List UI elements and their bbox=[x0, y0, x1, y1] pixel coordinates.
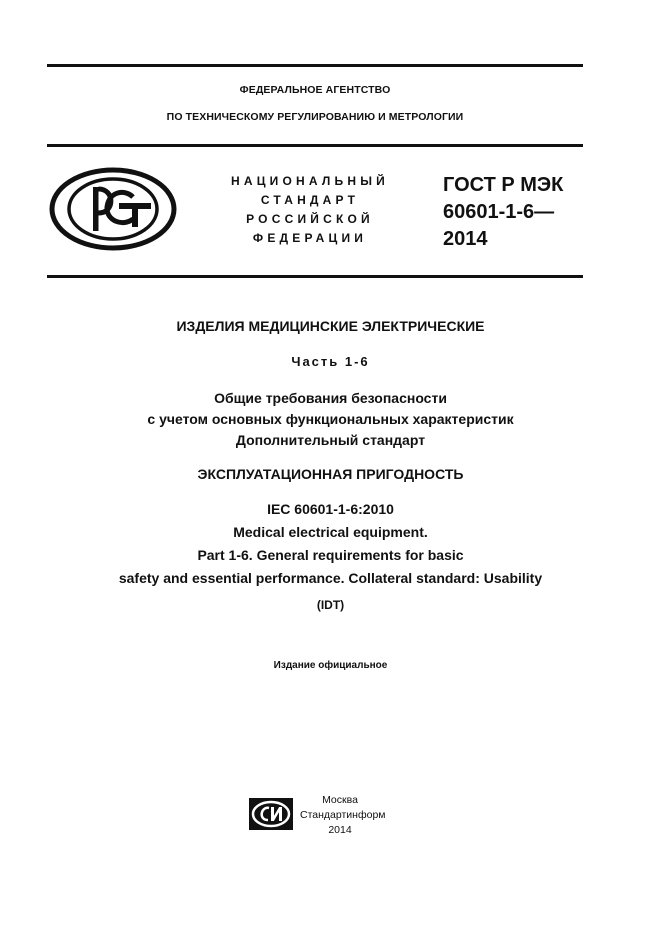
designation-line: ГОСТ Р МЭК bbox=[443, 174, 564, 196]
publisher-name: Стандартинформ bbox=[300, 809, 386, 821]
subtitle-block bbox=[0, 388, 661, 451]
topic-title: ЭКСПЛУАТАЦИОННАЯ ПРИГОДНОСТЬ bbox=[197, 466, 464, 482]
title-rule bbox=[47, 275, 583, 278]
publisher-city: Москва bbox=[322, 794, 358, 806]
subtitle-line: с учетом основных функциональных характеристик bbox=[147, 411, 514, 427]
edition-label: Издание официальное bbox=[273, 660, 388, 671]
iec-line: Medical electrical equipment. bbox=[233, 524, 428, 540]
standard-type-line: ФЕДЕРАЦИИ bbox=[252, 231, 368, 245]
rst-logo-icon bbox=[49, 167, 177, 251]
part-number: Часть 1-6 bbox=[291, 354, 370, 369]
header-rule bbox=[47, 144, 583, 147]
standard-designation bbox=[443, 172, 563, 253]
standard-type-line: РОССИЙСКОЙ bbox=[246, 212, 374, 226]
designation-line: 2014 bbox=[443, 228, 488, 250]
iec-line: Part 1-6. General requirements for basic bbox=[197, 547, 464, 563]
iec-reference-block bbox=[0, 498, 661, 590]
idt-label: (IDT) bbox=[316, 598, 345, 612]
standard-type-line: НАЦИОНАЛЬНЫЙ bbox=[230, 174, 390, 188]
subtitle-line: Дополнительный стандарт bbox=[235, 432, 426, 448]
top-rule bbox=[47, 64, 583, 67]
publisher-info bbox=[300, 793, 386, 838]
iec-line: safety and essential performance. Collateral standard: Usability bbox=[118, 570, 543, 586]
agency-line-1: ФЕДЕРАЛЬНОЕ АГЕНТСТВО bbox=[239, 84, 391, 96]
standartinform-logo-icon bbox=[249, 798, 293, 830]
standard-type-block bbox=[200, 172, 420, 248]
iec-line: IEC 60601-1-6:2010 bbox=[267, 501, 394, 517]
subtitle-line: Общие требования безопасности bbox=[214, 390, 447, 406]
document-title: ИЗДЕЛИЯ МЕДИЦИНСКИЕ ЭЛЕКТРИЧЕСКИЕ bbox=[176, 318, 485, 334]
agency-line-2: ПО ТЕХНИЧЕСКОМУ РЕГУЛИРОВАНИЮ И МЕТРОЛОГИИ bbox=[166, 111, 464, 123]
publisher-year: 2014 bbox=[328, 824, 352, 836]
designation-line: 60601-1-6— bbox=[443, 201, 555, 223]
standard-type-line: СТАНДАРТ bbox=[260, 193, 360, 207]
